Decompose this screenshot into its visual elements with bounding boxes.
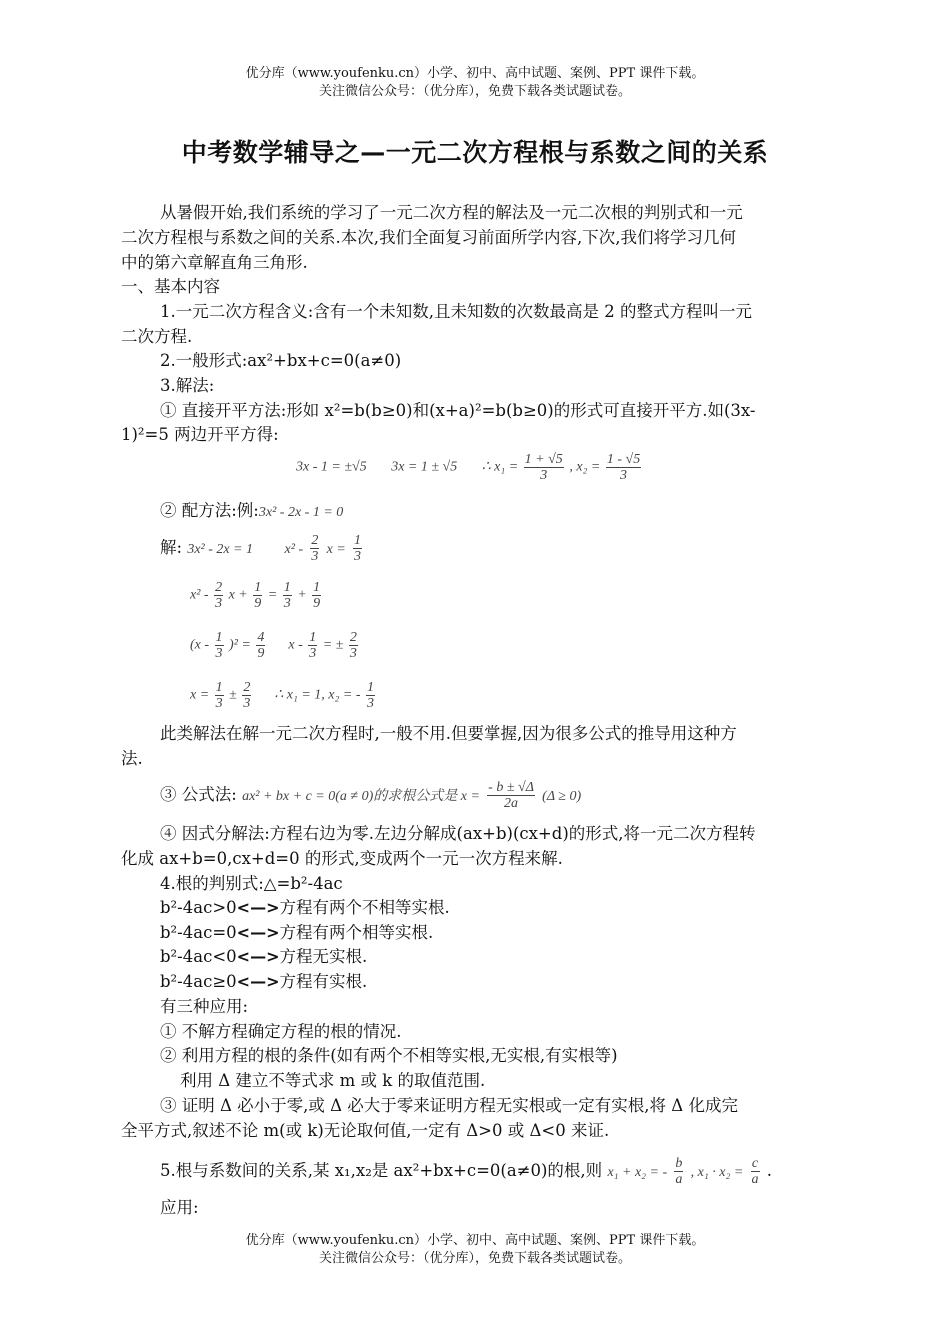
case-result: 方程有两个不相等实根. [279, 898, 450, 917]
eq-part: x - [288, 637, 303, 653]
double-arrow-icon: <—> [236, 898, 280, 917]
case-condition: b²-4ac>0 [160, 898, 237, 917]
application-item: ② 利用方程的根的条件(如有两个不相等实根,无实根,有实根等) [160, 1046, 618, 1065]
eq-part: (x - [190, 637, 210, 653]
discriminant-case [160, 971, 367, 993]
fraction: $\frac{1}{3}$ [283, 580, 291, 611]
method-1-line: ① 直接开平方法:形如 x²=b(b≥0)和(x+a)²=b(b≥0)的形式可直接开平方.如(3x- [160, 401, 756, 420]
fraction: $\frac{1}{3}$ [354, 533, 362, 564]
equation: 3x² - 2x - 1 = 0 [258, 505, 344, 520]
solution-row-1 [160, 533, 364, 564]
paragraph-line: 二次方程. [121, 327, 193, 346]
intro-line: 二次方程根与系数之间的关系.本次,我们全面复习前面所学内容,下次,我们将学习几何 [121, 228, 736, 247]
fraction: $\frac{2}{3}$ [349, 630, 357, 661]
intro-line: 从暑假开始,我们系统的学习了一元二次方程的解法及一元二次根的判别式和一元 [160, 203, 743, 222]
fraction: $\frac{1}{3}$ [309, 630, 317, 661]
fraction: $\frac{1}{9}$ [254, 580, 262, 611]
application-item: ③ 证明 Δ 必小于零,或 Δ 必大于零来证明方程无实根或一定有实根,将 Δ 化成完 [160, 1096, 738, 1115]
vieta-text: 5.根与系数间的关系,某 x₁,x₂是 ax²+bx+c=0(a≠0)的根,则 [160, 1161, 603, 1180]
vieta-line [160, 1156, 772, 1187]
eq-part: + [297, 587, 307, 603]
method-2-label: ② 配方法:例: [160, 501, 259, 520]
discriminant: 4.根的判别式:△=b²-4ac [160, 874, 343, 893]
header-line-2: 关注微信公众号：（优分库），免费下载各类试题试卷。 [318, 84, 631, 99]
solution-label: 解: [160, 538, 183, 557]
case-condition: b²-4ac=0 [160, 923, 237, 942]
paragraph-line: 1.一元二次方程含义:含有一个未知数,且未知数的次数最高是 2 的整式方程叫一元 [160, 302, 753, 321]
fraction: $\frac{4}{9}$ [257, 630, 265, 661]
fraction: $\frac{c}{a}$ [751, 1156, 759, 1187]
eq-part: , x₂ = [569, 459, 601, 475]
equation: x = [326, 542, 346, 557]
case-condition: b²-4ac<0 [160, 947, 237, 966]
case-result: 方程有两个相等实根. [279, 923, 434, 942]
discriminant-case [160, 922, 433, 944]
solution-row-2 [190, 580, 323, 611]
method-3-label: ③ 公式法: [160, 785, 237, 804]
solution-row-4 [190, 680, 377, 711]
fraction: $\frac{- b \pm √\Delta}{2a}$ [488, 780, 534, 811]
fraction: $\frac{2}{3}$ [311, 533, 319, 564]
method-2-line [160, 500, 343, 524]
footer-line-1: 优分库（www.youfenku.cn）小学、初中、高中试题、案例、PPT 课件下载。 [245, 1233, 705, 1248]
intro-line: 中的第六章解直角三角形. [121, 253, 308, 272]
equation: (Δ ≥ 0) [542, 789, 582, 804]
eq-part: = [267, 587, 278, 603]
case-result: 方程有实根. [279, 972, 368, 991]
fraction: $\frac{1 + √5}{3}$ [524, 452, 563, 483]
fraction: $\frac{1}{3}$ [215, 680, 223, 711]
fraction: $\frac{1 - √5}{3}$ [606, 452, 641, 483]
eq-part: 3x = 1 ± √5 [391, 459, 458, 475]
applications-heading: 有三种应用: [160, 997, 249, 1016]
eq-part: )² = [229, 637, 251, 653]
fraction: $\frac{2}{3}$ [215, 580, 223, 611]
equation-sqrt [296, 452, 643, 483]
double-arrow-icon: <—> [236, 972, 280, 991]
methods-heading: 3.解法: [160, 376, 215, 395]
fraction: $\frac{1}{3}$ [215, 630, 223, 661]
fraction: $\frac{b}{a}$ [675, 1156, 683, 1187]
double-arrow-icon: <—> [236, 923, 280, 942]
fraction: $\frac{1}{9}$ [313, 580, 321, 611]
applications-label: 应用: [160, 1198, 199, 1217]
application-item: 全平方式,叙述不论 m(或 k)无论取何值,一定有 Δ>0 或 Δ<0 来证. [121, 1121, 610, 1140]
eq-part: x² - [190, 587, 209, 603]
fraction: $\frac{2}{3}$ [243, 680, 251, 711]
page-title: 中考数学辅导之—一元二次方程根与系数之间的关系 [181, 138, 769, 167]
fraction: $\frac{1}{3}$ [367, 680, 374, 711]
eq-part: 3x - 1 = ±√5 [296, 459, 367, 475]
method-4-line: ④ 因式分解法:方程右边为零.左边分解成(ax+b)(cx+d)的形式,将一元二次方程转 [160, 824, 756, 843]
eq-part: x = [190, 687, 210, 703]
equation: 3x² - 2x = 1 [187, 542, 254, 557]
eq-part: ∴ x₁ = 1, x₂ = - [274, 687, 361, 703]
equation: x₁ + x₂ = - [607, 1165, 668, 1180]
eq-part: ∴ x₁ = [481, 459, 519, 475]
solution-row-3 [190, 630, 360, 661]
application-item: ① 不解方程确定方程的根的情况. [160, 1022, 402, 1041]
header-line-1: 优分库（www.youfenku.cn）小学、初中、高中试题、案例、PPT 课件下载。 [245, 66, 705, 81]
case-result: 方程无实根. [279, 947, 368, 966]
eq-part: ± [229, 687, 237, 703]
discriminant-case [160, 897, 450, 919]
application-item: 利用 Δ 建立不等式求 m 或 k 的取值范围. [180, 1071, 486, 1090]
discriminant-case [160, 946, 367, 968]
eq-part: . [766, 1161, 773, 1180]
method-3-line [160, 780, 581, 811]
double-arrow-icon: <—> [236, 947, 280, 966]
method-1-line: 1)²=5 两边开平方得: [121, 425, 279, 444]
section-heading: 一、基本内容 [121, 277, 220, 296]
note-line: 法. [121, 749, 143, 768]
eq-part: = ± [322, 637, 344, 653]
note-line: 此类解法在解一元二次方程时,一般不用.但要掌握,因为很多公式的推导用这种方 [160, 724, 737, 743]
equation: x² - [284, 542, 304, 557]
method-4-line: 化成 ax+b=0,cx+d=0 的形式,变成两个一元一次方程来解. [121, 849, 563, 868]
eq-part: x + [228, 587, 248, 603]
footer-line-2: 关注微信公众号：（优分库），免费下载各类试题试卷。 [318, 1251, 631, 1266]
equation: ax² + bx + c = 0(a ≠ 0)的求根公式是 x = [242, 789, 480, 804]
general-form: 2.一般形式:ax²+bx+c=0(a≠0) [160, 351, 402, 370]
case-condition: b²-4ac≥0 [160, 972, 237, 991]
equation: , x₁ · x₂ = [690, 1165, 744, 1180]
